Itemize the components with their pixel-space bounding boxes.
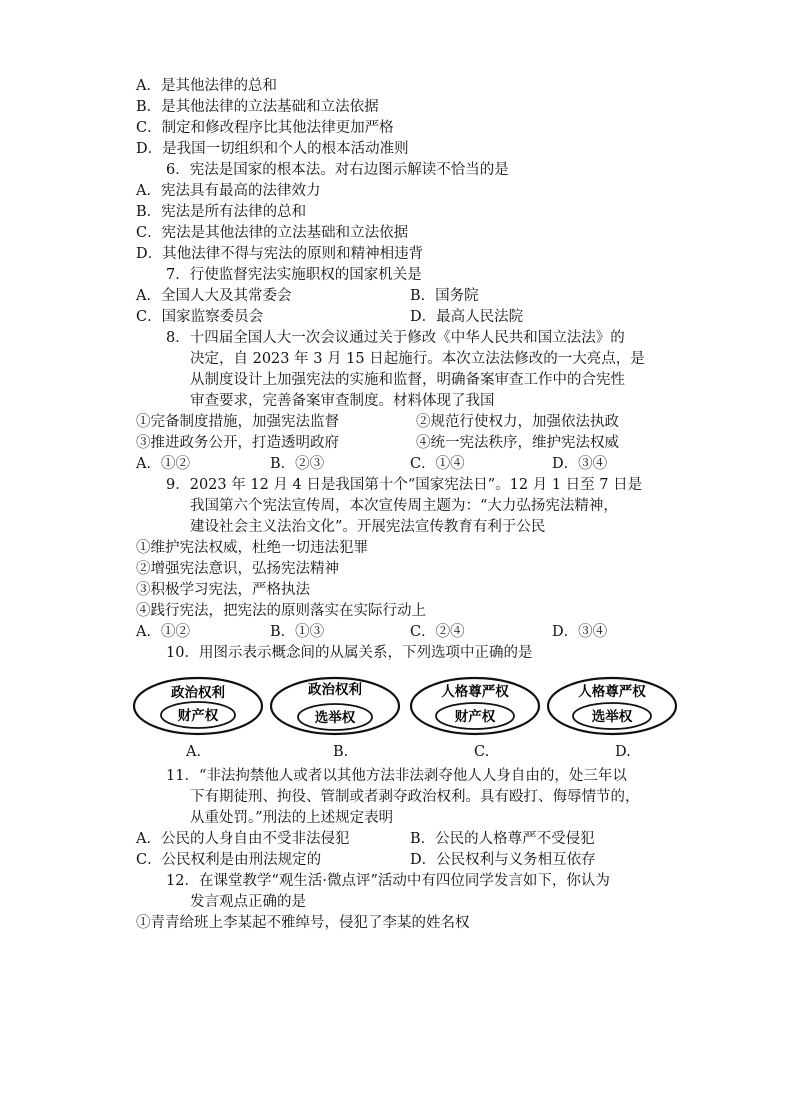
q10-stem: 10．用图示表示概念间的从属关系，下列选项中正确的是 xyxy=(166,645,533,661)
diagram-d-label: D. xyxy=(615,744,631,760)
q11-option-a: A．公民的人身自由不受非法侵犯 xyxy=(136,831,350,847)
q5-option-b: B．是其他法律的立法基础和立法依据 xyxy=(136,99,379,115)
diagram-a-outer: 政治权利 xyxy=(171,685,225,701)
q9-item-1: ①维护宪法权威，杜绝一切违法犯罪 xyxy=(136,540,368,556)
q11-option-c: C．公民权利是由刑法规定的 xyxy=(136,852,322,868)
q8-statement-2: ②规范行使权力，加强依法执政 xyxy=(416,414,619,430)
q6-option-a: A．宪法具有最高的法律效力 xyxy=(136,183,321,199)
diagram-c-outer: 人格尊严权 xyxy=(441,684,509,700)
q8-stem-line4: 审查要求，完善备案审查制度。材料体现了我国 xyxy=(190,393,495,409)
diagram-c-label: C. xyxy=(474,744,490,760)
q9-option-b: B．①③ xyxy=(270,624,325,640)
q9-stem-line3: 建设社会主义法治文化”。开展宪法宣传教育有利于公民 xyxy=(190,519,546,535)
q11-stem-line2: 下有期徒刑、拘役、管制或者剥夺政治权利。具有殴打、侮辱情节的， xyxy=(190,789,640,805)
diagram-b xyxy=(271,678,399,734)
q8-option-a: A．①② xyxy=(136,456,190,472)
q6-option-b: B．宪法是所有法律的总和 xyxy=(136,204,307,220)
diagram-b-label: B. xyxy=(333,744,349,760)
diagram-b-inner: 选举权 xyxy=(314,710,356,726)
q9-item-3: ③积极学习宪法，严格执法 xyxy=(136,582,310,598)
q12-stem-line2: 发言观点正确的是 xyxy=(190,894,306,910)
q9-item-2: ②增强宪法意识，弘扬宪法精神 xyxy=(136,561,339,577)
q12-item-1: ①青青给班上李某起不雅绰号，侵犯了李某的姓名权 xyxy=(136,915,470,931)
q11-option-d: D．公民权利与义务相互依存 xyxy=(410,852,596,868)
q8-statement-3: ③推进政务公开，打造透明政府 xyxy=(136,435,339,451)
q9-stem-line1: 9．2023 年 12 月 4 日是我国第十个“国家宪法日”。12 月 1 日至 7 日是 xyxy=(166,477,643,493)
q9-option-a: A．①② xyxy=(136,624,190,640)
diagram-d-inner: 选举权 xyxy=(591,709,633,725)
q9-item-4: ④践行宪法，把宪法的原则落实在实际行动上 xyxy=(136,603,426,619)
diagram-d xyxy=(548,678,676,734)
q5-option-c: C．制定和修改程序比其他法律更加严格 xyxy=(136,120,394,136)
q12-stem-line1: 12．在课堂教学“观生活·微点评”活动中有四位同学发言如下，你认为 xyxy=(166,873,610,889)
q9-option-d: D．③④ xyxy=(552,624,608,640)
q8-option-d: D．③④ xyxy=(552,456,608,472)
diagram-a-label: A. xyxy=(186,744,202,760)
q6-stem: 6．宪法是国家的根本法。对右边图示解读不恰当的是 xyxy=(166,162,509,178)
q7-option-b: B．国务院 xyxy=(410,288,479,304)
q6-option-c: C．宪法是其他法律的立法基础和立法依据 xyxy=(136,225,409,241)
q8-option-b: B．②③ xyxy=(270,456,325,472)
q7-stem: 7．行使监督宪法实施职权的国家机关是 xyxy=(166,267,422,283)
diagram-a xyxy=(134,678,262,734)
q9-option-c: C．②④ xyxy=(410,624,465,640)
q10-diagrams xyxy=(132,676,682,736)
q8-statement-4: ④统一宪法秩序，维护宪法权威 xyxy=(416,435,619,451)
q9-stem-line2: 我国第六个宪法宣传周，本次宣传周主题为：“大力弘扬宪法精神， xyxy=(190,498,618,514)
q11-stem-line3: 从重处罚。”刑法的上述规定表明 xyxy=(190,810,394,826)
diagram-d-outer: 人格尊严权 xyxy=(578,684,646,700)
q11-option-b: B．公民的人格尊严不受侵犯 xyxy=(410,831,595,847)
q6-option-d: D．其他法律不得与宪法的原则和精神相违背 xyxy=(136,246,424,262)
diagram-a-inner: 财产权 xyxy=(177,708,219,724)
q5-option-d: D．是我国一切组织和个人的根本活动准则 xyxy=(136,141,409,157)
q8-stem-line1: 8．十四届全国人大一次会议通过关于修改《中华人民共和国立法法》的 xyxy=(166,330,625,346)
q8-stem-line2: 决定，自 2023 年 3 月 15 日起施行。本次立法法修改的一大亮点，是 xyxy=(190,351,645,367)
q11-stem-line1: 11．“非法拘禁他人或者以其他方法非法剥夺他人人身自由的，处三年以 xyxy=(166,768,627,784)
diagram-b-outer: 政治权利 xyxy=(308,682,362,698)
q7-option-c: C．国家监察委员会 xyxy=(136,309,264,325)
diagram-c-inner: 财产权 xyxy=(454,709,496,725)
q8-statement-1: ①完备制度措施，加强宪法监督 xyxy=(136,414,339,430)
q8-option-c: C．①④ xyxy=(410,456,465,472)
q8-stem-line3: 从制度设计上加强宪法的实施和监督，明确备案审查工作中的合宪性 xyxy=(190,372,625,388)
q7-option-d: D．最高人民法院 xyxy=(410,309,524,325)
q5-option-a: A．是其他法律的总和 xyxy=(136,78,277,94)
diagram-c xyxy=(411,678,539,734)
q7-option-a: A．全国人大及其常委会 xyxy=(136,288,292,304)
